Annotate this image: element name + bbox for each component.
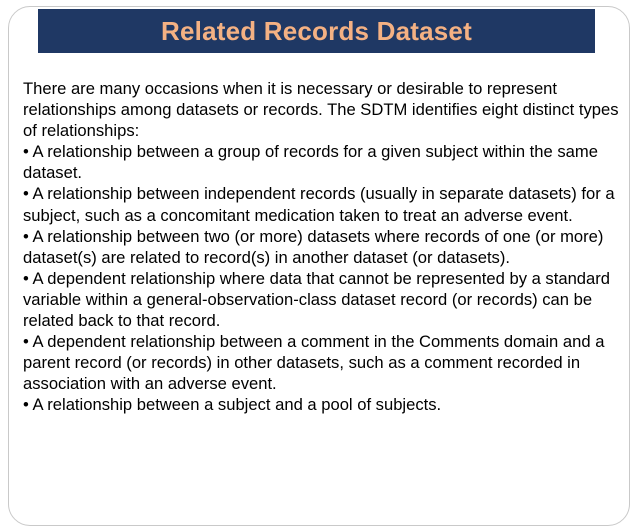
slide-title: Related Records Dataset <box>161 15 472 46</box>
bullet-item-2: • A relationship between independent records (usually in separate datasets) for a subject, such as a concomitant medication taken to treat an adverse event. <box>23 184 615 225</box>
bullet-item-3: • A relationship between two (or more) datasets where records of one (or more) dataset(s) are related to record(s) in another dataset (or datasets). <box>23 226 604 267</box>
title-bar <box>38 9 595 53</box>
slide-body <box>23 78 623 416</box>
bullet-item-5: • A dependent relationship between a comment in the Comments domain and a parent record (or records) in other datasets, such as a comment recorded in association with an adverse event. <box>23 332 605 394</box>
bullet-item-1: • A relationship between a group of records for a given subject within the same dataset. <box>23 142 598 183</box>
bullet-item-4: • A dependent relationship where data that cannot be represented by a standard variable within a general-observation-class dataset record (or records) can be related back to that record. <box>23 268 611 331</box>
bullet-item-6: • A relationship between a subject and a pool of subjects. <box>23 395 442 415</box>
intro-paragraph: There are many occasions when it is necessary or desirable to represent relationships among datasets or records. The SDTM identifies eight distinct types of relationships: <box>23 79 619 141</box>
